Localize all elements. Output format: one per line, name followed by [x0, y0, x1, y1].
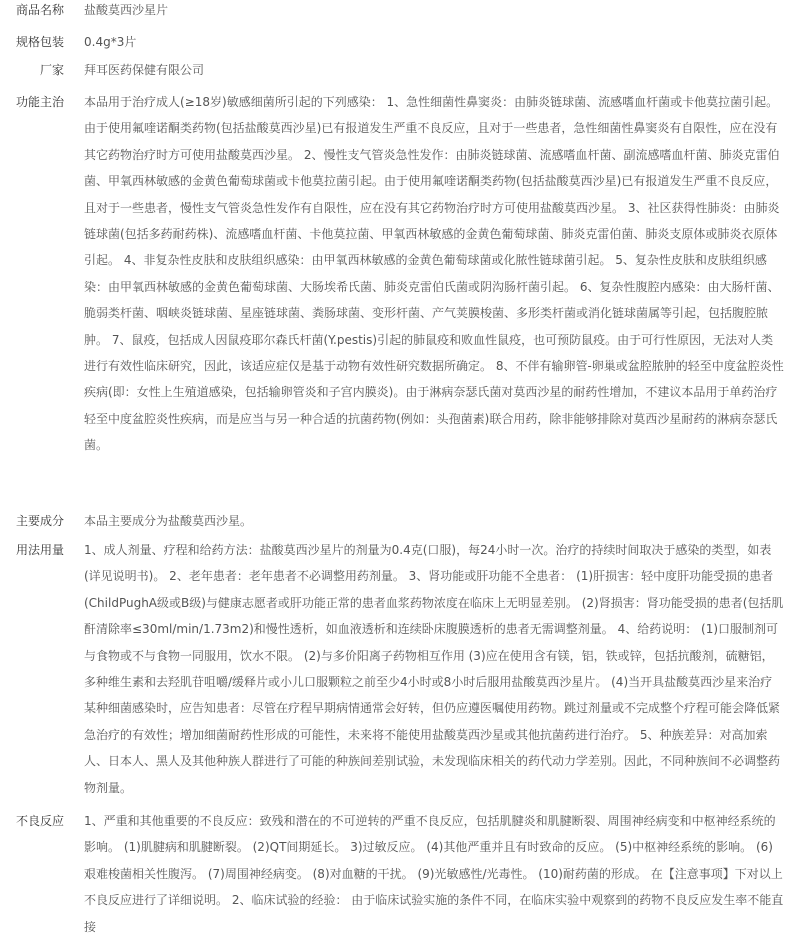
row-adverse-reactions: [0, 808, 802, 940]
usage-label: 用法用量: [15, 543, 64, 557]
specification-value: 0.4g*3片: [84, 35, 137, 49]
indications-label: 功能主治: [15, 95, 64, 109]
composition-value: 本品主要成分为盐酸莫西沙星。: [84, 514, 253, 528]
row-indications: [0, 89, 802, 459]
indications-value: 本品用于治疗成人(≥18岁)敏感细菌所引起的下列感染： 1、急性细菌性鼻窦炎：由肺炎链球菌、流感嗜血杆菌或卡他莫拉菌引起。由于使用氟喹诺酮类药物(包括盐酸莫西沙星)已有报道发生严重不良反应，且对于一些患者，急性细菌性鼻窦炎有自限性，应在没有其它药物治疗时方可使用盐酸莫西沙星。 2、慢性支气管炎急性发作：由肺炎链球菌、流感嗜血杆菌、副流感嗜血杆菌、肺炎克雷伯菌、甲氧西林敏感的金黄色葡萄球菌或卡他莫拉菌引起。由于使用氟喹诺酮类药物(包括盐酸莫西沙星)已有报道发生严重不良反应，且对于一些患者，慢性支气管炎急性发作有自限性，应在没有其它药物治疗时方可使用盐酸莫西沙星。 3、社区获得性肺炎：由肺炎链球菌(包括多药耐药株)、流感嗜血杆菌、卡他莫拉菌、甲氧西林敏感的金黄色葡萄球菌、肺炎克雷伯菌、肺炎支原体或肺炎衣原体引起。 4、非复杂性皮肤和皮肤组织感染：由甲氧西林敏感的金黄色葡萄球菌或化脓性链球菌引起。 5、复杂性皮肤和皮肤组织感染：由甲氧西林敏感的金黄色葡萄球菌、大肠埃希氏菌、肺炎克雷伯氏菌或阴沟肠杆菌引起。 6、复杂性腹腔内感染：由大肠杆菌、脆弱类杆菌、咽峡炎链球菌、星座链球菌、粪肠球菌、变形杆菌、产气荚膜梭菌、多形类杆菌或消化链球菌属等引起，包括腹腔脓肿。 7、鼠疫，包括成人因鼠疫耶尔森氏杆菌(Y.pestis)引起的肺鼠疫和败血性鼠疫，也可预防鼠疫。由于可行性原因，无法对人类进行有效性临床研究，因此，该适应症仅是基于动物有效性研究数据所确定。 8、不伴有输卵管-卵巢或盆腔脓肿的轻至中度盆腔炎性疾病(即：女性上生殖道感染，包括输卵管炎和子宫内膜炎)。由于淋病奈瑟氏菌对莫西沙星的耐药性增加，不建议本品用于单药治疗轻至中度盆腔炎性疾病，而是应当与另一种合适的抗菌药物(例如：头孢菌素)联合用药，除非能够排除对莫西沙星耐药的淋病奈瑟氏菌。: [84, 95, 784, 453]
row-specification: [0, 29, 802, 55]
product-name-label: 商品名称: [15, 3, 64, 17]
row-composition: [0, 508, 802, 534]
composition-label: 主要成分: [15, 514, 64, 528]
manufacturer-value: 拜耳医药保健有限公司: [84, 63, 205, 77]
row-manufacturer: [0, 57, 802, 83]
usage-value: 1、成人剂量、疗程和给药方法：盐酸莫西沙星片的剂量为0.4克(口服)，每24小时一次。治疗的持续时间取决于感染的类型，如表(详见说明书)。 2、老年患者：老年患者不必调整用药剂量。 3、肾功能或肝功能不全患者： (1)肝损害：轻中度肝功能受损的患者(ChildPughA级或B级)与健康志愿者或肝功能正常的患者血浆药物浓度在临床上无明显差别。 (2)肾损害：肾功能受损的患者(包括肌酐清除率≤30ml/min/1.73m2)和慢性透析，如血液透析和连续卧床腹膜透析的患者无需调整剂量。 4、给药说明： (1)口服制剂可与食物或不与食物一同服用，饮水不限。 (2)与多价阳离子药物相互作用 (3)应在使用含有镁，铝，铁或锌，包括抗酸剂，硫糖铝，多种维生素和去羟肌苷咀嚼/缓释片或小儿口服颗粒之前至少4小时或8小时后服用盐酸莫西沙星片。 (4)当开具盐酸莫西沙星来治疗某种细菌感染时，应告知患者：尽管在疗程早期病情通常会好转，但仍应遵医嘱使用药物。跳过剂量或不完成整个疗程可能会降低紧急治疗的有效性；增加细菌耐药性形成的可能性，未来将不能使用盐酸莫西沙星或其他抗菌药进行治疗。 5、种族差异：对高加索人、日本人、黑人及其他种族人群进行了可能的种族间差别试验，未发现临床相关的药代动力学差别。因此，不同种族间不必调整药物剂量。: [84, 543, 784, 795]
adverse-reactions-label: 不良反应: [15, 814, 64, 828]
manufacturer-label: 厂家: [39, 63, 64, 77]
adverse-reactions-value: 1、严重和其他重要的不良反应：致残和潜在的不可逆转的严重不良反应，包括肌腱炎和肌腱断裂、周围神经病变和中枢神经系统的影响。 (1)肌腱病和肌腱断裂。 (2)QT间期延长。 3)过敏反应。 (4)其他严重并且有时致命的反应。 (5)中枢神经系统的影响。 (6)艰难梭菌相关性腹泻。 (7)周围神经病变。 (8)对血糖的干扰。 (9)光敏感性/光毒性。 (10)耐药菌的形成。 在【注意事项】下对以上不良反应进行了详细说明。 2、临床试验的经验： 由于临床试验实施的条件不同，在临床实验中观察到的药物不良反应发生率不能直接: [84, 814, 784, 934]
row-product-name: [0, 0, 802, 23]
specification-label: 规格包装: [15, 35, 64, 49]
product-name-value: 盐酸莫西沙星片: [84, 3, 169, 17]
row-usage: [0, 537, 802, 801]
